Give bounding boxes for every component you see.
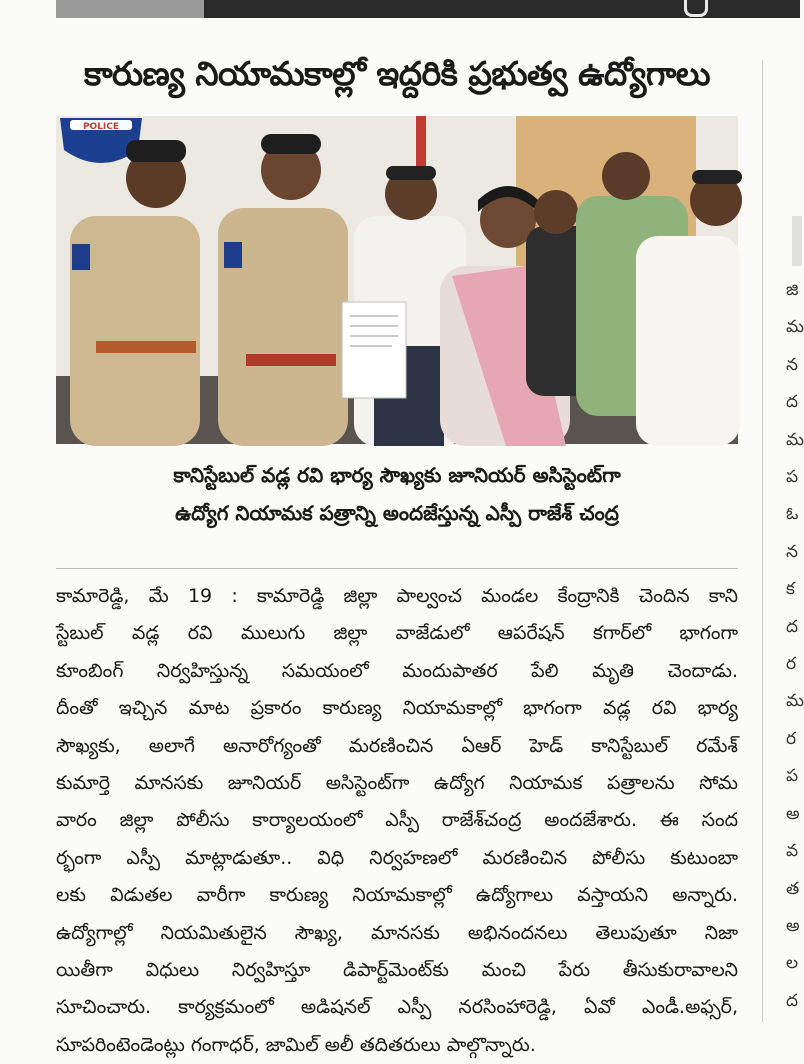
adjacent-column-char: అ [786, 803, 800, 824]
caption-line: కానిస్టేబుల్ వడ్ల రవి భార్య సౌఖ్యకు జూనియర్ అసిస్టెంట్‌గా [173, 463, 621, 487]
body-line: ఉద్యోగాల్లో నియమితులైన సౌఖ్య, మానసకు అభినందనలు తెలుపుతూ నిజా [56, 921, 738, 944]
photo-caption [56, 456, 738, 532]
adjacent-column-char: ర [786, 654, 797, 675]
body-line: దీంతో ఇచ్చిన మాట ప్రకారం కారుణ్య నియామకాల్లో భాగంగా వడ్ల రవి భార్య [56, 697, 738, 720]
body-line: సౌఖ్యకు, అలాగే అనారోగ్యంతో మరణించిన ఏఆర్ హెడ్ కానిస్టేబుల్ రమేశ్ [56, 734, 738, 757]
body-line: లకు విడుతల వారీగా కారుణ్య నియామకాల్లో ఉద్యోగాలు వస్తాయని అన్నారు. [56, 884, 738, 907]
adjacent-column-char: ఓ [786, 504, 799, 525]
adjacent-column-fragment [780, 210, 804, 1022]
body-line: ర్భంగా ఎస్పీ మాట్లాడుతూ.. విధి నిర్వహణలో మరణించిన పోలీసు కుటుంబా [56, 846, 738, 869]
adjacent-column-char: మ [786, 429, 804, 450]
body-line: కుమార్తె మానసకు జూనియర్ అసిస్టెంట్‌గా ఉద్యోగ నియామక పత్రాలను సోమ [56, 772, 738, 795]
adjacent-column-char: ద [786, 392, 799, 413]
adjacent-column-char: త [786, 878, 800, 899]
body-line: కూంబింగ్ నిర్వహిస్తున్న సమయంలో మందుపాతర పేలి మృతి చెందాడు. [56, 659, 738, 682]
adjacent-column-char: అ [786, 915, 800, 936]
news-article [56, 30, 738, 1056]
body-line: కామారెడ్డి, మే 19 : కామారెడ్డి జిల్లా పాల్వంచ మండల కేంద్రానికి చెందిన కాని [56, 585, 738, 607]
adjacent-column-char: ద [786, 990, 799, 1011]
adjacent-column-char: ర [786, 728, 797, 749]
article-photo [56, 116, 738, 444]
article-body [56, 578, 738, 1064]
group-photo-illustration [56, 116, 738, 444]
appointment-letter [342, 302, 406, 398]
adjacent-column-char: ప [786, 467, 799, 488]
caption-divider [56, 568, 738, 569]
adjacent-column-char: మ [786, 317, 804, 338]
adjacent-column-char: మ [786, 691, 804, 712]
adjacent-column-char: వ [786, 841, 799, 862]
adjacent-column-char: ల [786, 953, 799, 974]
body-line: సూచించారు. కార్యక్రమంలో అడిషనల్ ఎస్పీ నరసింహారెడ్డి, ఏవో ఎండీ.అఫ్సర్, [56, 996, 738, 1019]
caption-line: ఉద్యోగ నియామక పత్రాన్ని అందజేస్తున్న ఎస్పీ రాజేశ్ చంద్ర [175, 501, 619, 525]
adjacent-column-char: న [786, 354, 798, 375]
adjacent-column-char: జి [786, 280, 799, 300]
adjacent-column-char: ద [786, 616, 799, 637]
page-top-banner [56, 0, 800, 18]
adjacent-column-text [780, 272, 804, 1020]
adjacent-column-block [792, 216, 802, 266]
adjacent-column-char: ప [786, 766, 799, 787]
adjacent-column-char: క [786, 579, 795, 600]
article-headline: కారుణ్య నియామకాల్లో ఇద్దరికి ప్రభుత్వ ఉద్యోగాలు [83, 54, 711, 93]
column-divider [762, 60, 763, 1022]
body-line: సూపరింటెండెంట్లు గంగాధర్, జామిల్ అలీ తదితరులు పాల్గొన్నారు. [56, 1033, 536, 1056]
body-line: స్టేబుల్ వడ్ల రవి ములుగు జిల్లా వాజేడులో ఆపరేషన్ కగార్‌లో భాగంగా [56, 622, 738, 645]
banner-glyph-icon [684, 0, 708, 17]
body-line: యితీగా విధులు నిర్వహిస్తూ డిపార్ట్‌మెంట్‌కు మంచి పేరు తీసుకురావాలని [56, 959, 738, 982]
adjacent-column-char: న [786, 541, 798, 562]
banner-light-segment [56, 0, 204, 18]
body-line: వారం జిల్లా పోలీసు కార్యాలయంలో ఎస్పీ రాజేశ్‌చంద్ర అందజేశారు. ఈ సంద [56, 809, 738, 832]
police-badge-text: POLICE [82, 122, 120, 132]
